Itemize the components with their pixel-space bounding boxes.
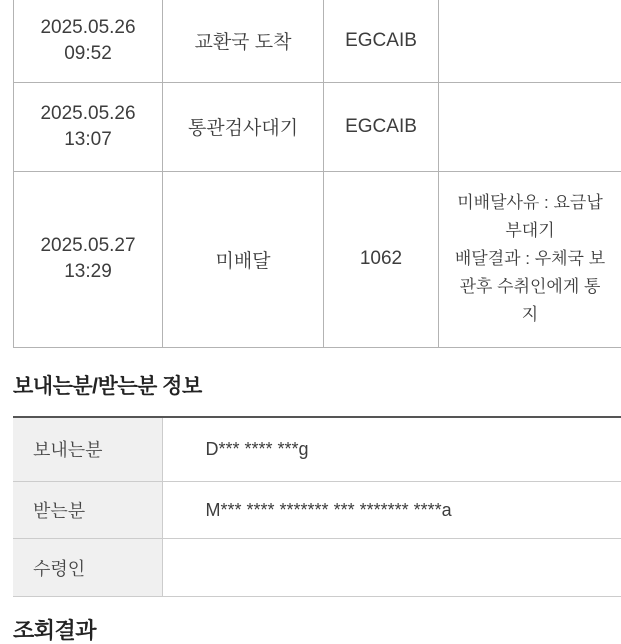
event-datetime-cell — [14, 0, 163, 82]
sender-value: D*** **** ***g — [162, 417, 621, 482]
event-date: 2025.05.27 — [40, 235, 136, 256]
event-detail-cell — [439, 0, 621, 82]
info-row-recipient — [13, 482, 621, 539]
event-time: 13:07 — [64, 128, 112, 150]
event-detail-reason: 미배달사유 : 요금납부대기 — [457, 193, 603, 240]
event-office-cell: EGCAIB — [324, 82, 439, 171]
sender-info-table — [13, 416, 621, 598]
event-datetime-cell — [14, 82, 163, 171]
info-row-sender — [13, 417, 621, 482]
result-section-title: 조회결과 — [13, 618, 97, 643]
progress-row — [14, 171, 621, 347]
event-status-cell: 교환국 도착 — [163, 0, 324, 82]
event-office-cell: EGCAIB — [324, 0, 439, 82]
sender-info-title: 보내는분/받는분 정보 — [13, 374, 202, 398]
tracking-progress-table — [13, 0, 621, 348]
event-datetime-cell — [14, 171, 163, 347]
event-time: 13:29 — [64, 261, 112, 282]
recipient-value: M*** **** ******* *** ******* ****a — [162, 482, 621, 539]
event-date: 2025.05.26 — [40, 102, 136, 124]
event-status-cell: 통관검사대기 — [163, 82, 324, 171]
sender-label: 보내는분 — [13, 417, 162, 482]
event-date: 2025.05.26 — [40, 16, 136, 38]
event-detail-cell — [439, 82, 621, 171]
receiver-value — [162, 539, 621, 597]
progress-row — [14, 0, 621, 82]
event-time: 09:52 — [64, 42, 112, 64]
event-office-cell: 1062 — [324, 171, 439, 347]
progress-row — [14, 82, 621, 171]
info-row-receiver — [13, 539, 621, 597]
recipient-label: 받는분 — [13, 482, 162, 539]
event-detail-cell — [439, 171, 621, 347]
receiver-label: 수령인 — [13, 539, 162, 597]
event-status-cell: 미배달 — [163, 171, 324, 347]
event-detail-result: 배달결과 : 우체국 보관후 수취인에게 통지 — [454, 249, 606, 324]
